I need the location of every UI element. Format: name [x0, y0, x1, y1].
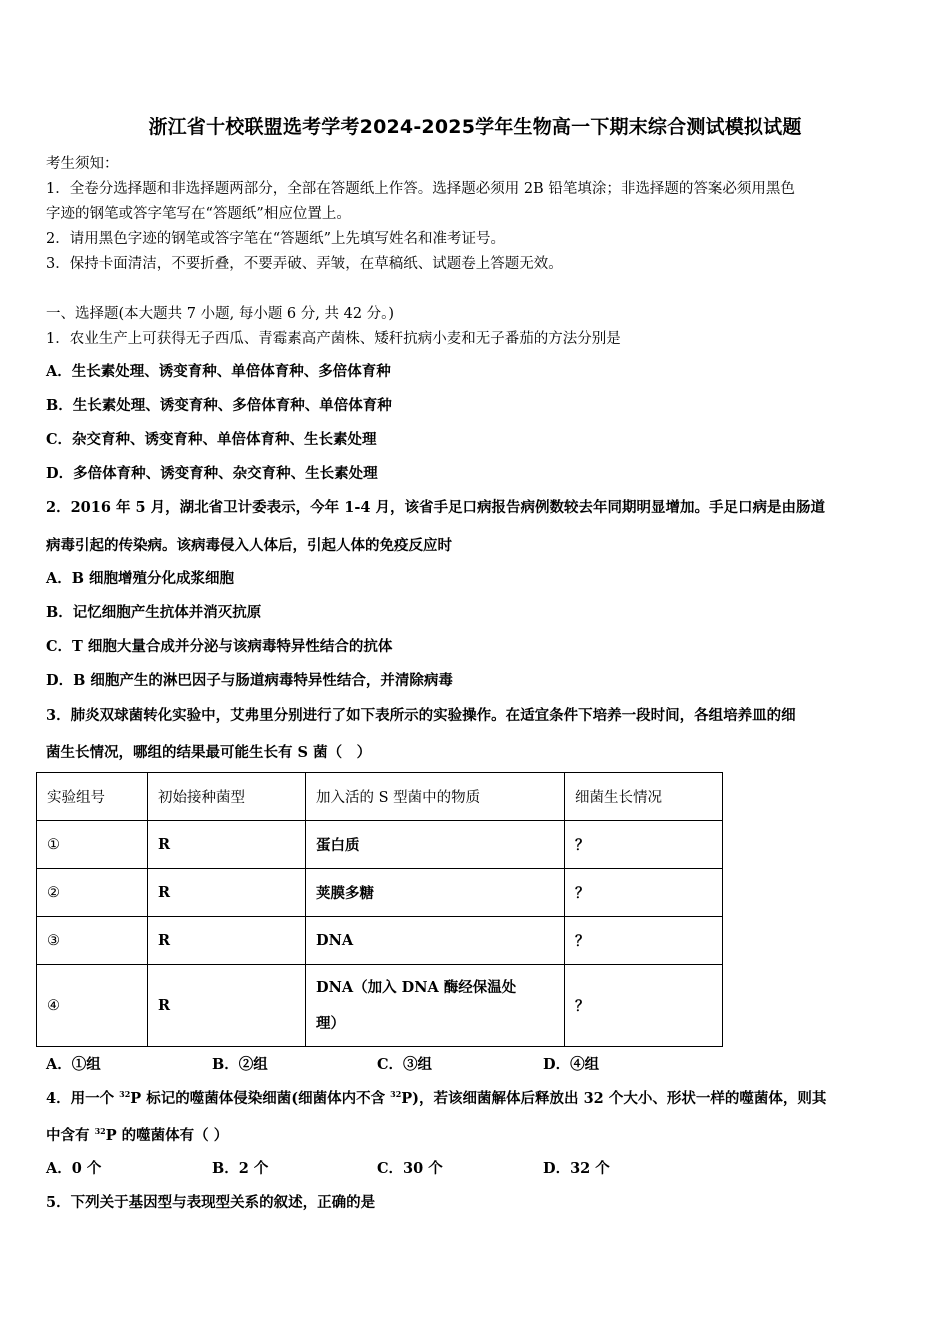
q3-stem-line2: 菌生长情况，哪组的结果最可能生长有 S 菌（ ） — [46, 744, 372, 761]
table-header-cell: 加入活的 S 型菌中的物质 — [306, 773, 565, 821]
q4-stem-text: P)，若该细菌解体后释放出 32 个大小、形状一样的噬菌体，则其 — [401, 1090, 827, 1107]
table-header-cell: 实验组号 — [37, 773, 148, 821]
q4-option-d: D．32 个 — [543, 1160, 610, 1177]
table-cell-line: 理） — [316, 1014, 345, 1032]
table-row — [37, 821, 723, 869]
q3-option-c: C．③组 — [377, 1056, 433, 1073]
table-header-cell: 初始接种菌型 — [148, 773, 306, 821]
table-cell: ① — [37, 821, 148, 869]
q4-stem-line1 — [46, 1087, 826, 1108]
table-cell: 荚膜多糖 — [306, 869, 565, 917]
q3-option-d: D．④组 — [543, 1056, 600, 1073]
table-cell: R — [148, 821, 306, 869]
q1-stem: 1．农业生产上可获得无子西瓜、青霉素高产菌株、矮秆抗病小麦和无子番茄的方法分别是 — [46, 331, 621, 347]
q4-superscript: 32 — [119, 1089, 131, 1100]
notice-item-1a: 1．全卷分选择题和非选择题两部分，全部在答题纸上作答。选择题必须用 2B 铅笔填涂；非选择题的答案必须用黑色 — [46, 181, 795, 197]
table-cell: ④ — [37, 965, 148, 1047]
q2-stem-line2: 病毒引起的传染病。该病毒侵入人体后，引起人体的免疫反应时 — [46, 537, 452, 554]
table-row — [37, 869, 723, 917]
q3-option-b: B．②组 — [212, 1056, 268, 1073]
q1-option-c: C．杂交育种、诱变育种、单倍体育种、生长素处理 — [46, 431, 377, 448]
table-cell — [306, 965, 565, 1047]
q4-stem-text: 中含有 — [46, 1127, 95, 1144]
q2-option-c: C．T 细胞大量合成并分泌与该病毒特异性结合的抗体 — [46, 638, 393, 655]
q1-option-b: B．生长素处理、诱变育种、多倍体育种、单倍体育种 — [46, 397, 392, 414]
table-row — [37, 965, 723, 1047]
q1-option-a: A．生长素处理、诱变育种、单倍体育种、多倍体育种 — [46, 363, 391, 380]
table-cell: ③ — [37, 917, 148, 965]
q4-stem-line2 — [46, 1124, 228, 1145]
q5-stem: 5．下列关于基因型与表现型关系的叙述，正确的是 — [46, 1194, 376, 1211]
table-cell: R — [148, 965, 306, 1047]
q2-option-b: B．记忆细胞产生抗体并消灭抗原 — [46, 604, 262, 621]
section-heading: 一、选择题(本大题共 7 小题, 每小题 6 分, 共 42 分。) — [46, 306, 395, 322]
table-header-cell: 细菌生长情况 — [565, 773, 723, 821]
q4-stem-text: 4．用一个 — [46, 1090, 120, 1107]
q1-option-d: D．多倍体育种、诱变育种、杂交育种、生长素处理 — [46, 465, 378, 482]
table-header-row — [37, 773, 723, 821]
table-cell: ② — [37, 869, 148, 917]
q4-superscript: 32 — [94, 1126, 106, 1137]
table-row — [37, 917, 723, 965]
q2-stem-line1: 2．2016 年 5 月，湖北省卫计委表示，今年 1-4 月，该省手足口病报告病例数较去年同期明显增加。手足口病是由肠道 — [46, 499, 825, 516]
table-cell: DNA — [306, 917, 565, 965]
table-cell: ？ — [565, 917, 723, 965]
q4-option-b: B．2 个 — [212, 1160, 269, 1177]
q3-option-a: A．①组 — [46, 1056, 101, 1073]
table-cell: 蛋白质 — [306, 821, 565, 869]
q4-option-c: C．30 个 — [377, 1160, 443, 1177]
table-cell: R — [148, 869, 306, 917]
experiment-table — [36, 772, 723, 1047]
notice-item-2: 2．请用黑色字迹的钢笔或答字笔在“答题纸”上先填写姓名和准考证号。 — [46, 231, 506, 247]
q3-stem-line1: 3．肺炎双球菌转化实验中，艾弗里分别进行了如下表所示的实验操作。在适宜条件下培养一段时间，各组培养皿的细 — [46, 707, 796, 724]
q4-stem-text: P 标记的噬菌体侵染细菌(细菌体内不含 — [130, 1090, 391, 1107]
q2-option-a: A．B 细胞增殖分化成浆细胞 — [46, 570, 235, 587]
notice-item-3: 3．保持卡面清洁，不要折叠，不要弄破、弄皱，在草稿纸、试题卷上答题无效。 — [46, 256, 563, 272]
q2-option-d: D．B 细胞产生的淋巴因子与肠道病毒特异性结合，并清除病毒 — [46, 672, 453, 689]
exam-title: 浙江省十校联盟选考学考2024-2025学年生物高一下期末综合测试模拟试题 — [148, 116, 802, 138]
table-cell: ？ — [565, 869, 723, 917]
notice-item-1b: 字迹的钢笔或答字笔写在“答题纸”相应位置上。 — [46, 206, 351, 222]
table-cell: R — [148, 917, 306, 965]
notice-heading: 考生须知： — [46, 156, 119, 172]
table-cell: ？ — [565, 821, 723, 869]
table-cell-line: DNA（加入 DNA 酶经保温处 — [316, 978, 517, 996]
q4-option-a: A．0 个 — [46, 1160, 102, 1177]
table-cell: ？ — [565, 965, 723, 1047]
q4-superscript: 32 — [390, 1089, 402, 1100]
q4-stem-text: P 的噬菌体有（ ） — [105, 1127, 229, 1144]
